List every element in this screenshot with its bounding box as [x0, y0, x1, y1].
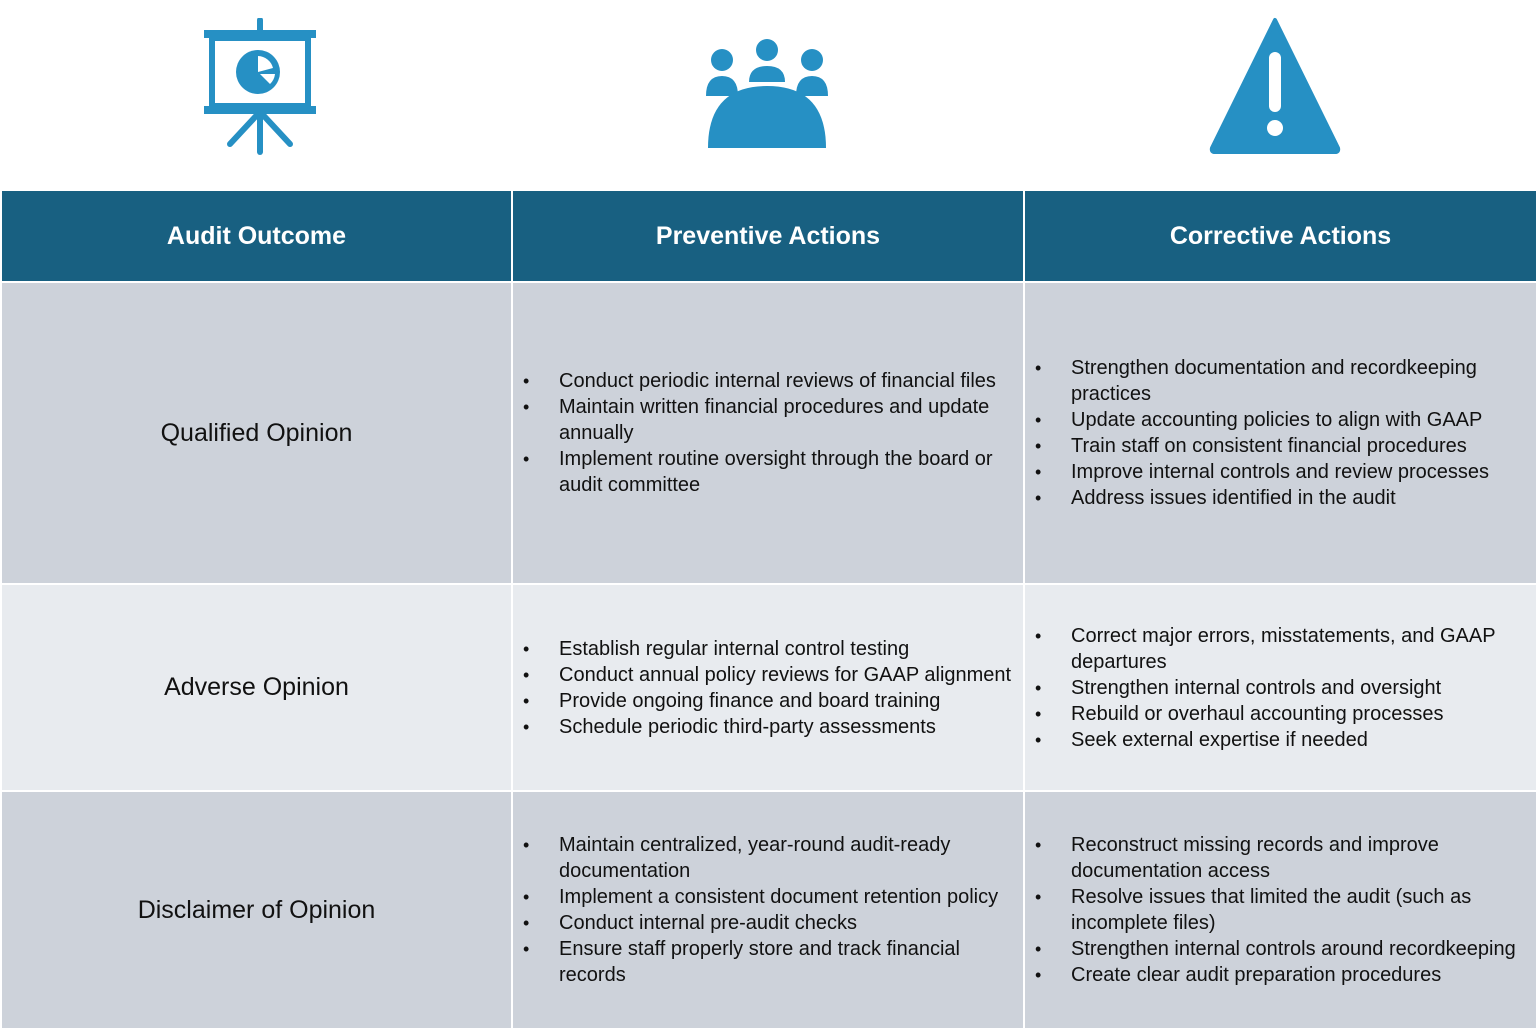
list-item: • Address issues identified in the audit	[1071, 485, 1526, 511]
preventive-cell	[512, 282, 1024, 584]
table-row	[1, 791, 1536, 1029]
list-item: • Create clear audit preparation procedures	[1071, 962, 1526, 988]
table-row	[1, 282, 1536, 584]
list-item: • Correct major errors, misstatements, and GAAP departures	[1071, 623, 1526, 675]
corrective-cell	[1024, 282, 1536, 584]
list-item: • Resolve issues that limited the audit (such as incomplete files)	[1071, 884, 1526, 936]
preventive-cell	[512, 791, 1024, 1029]
list-item: • Implement routine oversight through the board or audit committee	[559, 446, 1013, 498]
list-item: • Strengthen documentation and recordkeeping practices	[1071, 355, 1526, 407]
list-item: • Maintain written financial procedures and update annually	[559, 394, 1013, 446]
list-item: • Ensure staff properly store and track financial records	[559, 936, 1013, 988]
meeting-group-icon	[704, 38, 830, 150]
list-item: • Maintain centralized, year-round audit-ready documentation	[559, 832, 1013, 884]
list-item: • Rebuild or overhaul accounting processes	[1071, 701, 1526, 727]
warning-icon	[1208, 16, 1342, 154]
list-item: • Update accounting policies to align with GAAP	[1071, 407, 1526, 433]
header-preventive-actions: Preventive Actions	[512, 190, 1024, 282]
list-item: • Conduct periodic internal reviews of financial files	[559, 368, 1013, 394]
corrective-list	[1025, 832, 1536, 988]
header-corrective-actions: Corrective Actions	[1024, 190, 1536, 282]
list-item: • Seek external expertise if needed	[1071, 727, 1526, 753]
preventive-list	[513, 368, 1023, 498]
table-header-row	[1, 190, 1536, 282]
header-audit-outcome: Audit Outcome	[1, 190, 512, 282]
list-item: • Conduct annual policy reviews for GAAP alignment	[559, 662, 1013, 688]
list-item: • Establish regular internal control testing	[559, 636, 1013, 662]
list-item: • Implement a consistent document retention policy	[559, 884, 1013, 910]
outcome-cell: Qualified Opinion	[1, 282, 512, 584]
icon-row	[0, 0, 1536, 190]
list-item: • Reconstruct missing records and improve documentation access	[1071, 832, 1526, 884]
list-item: • Schedule periodic third-party assessments	[559, 714, 1013, 740]
corrective-cell	[1024, 791, 1536, 1029]
corrective-list	[1025, 623, 1536, 753]
preventive-list	[513, 832, 1023, 988]
table-row	[1, 584, 1536, 791]
corrective-list	[1025, 355, 1536, 511]
preventive-cell	[512, 584, 1024, 791]
list-item: • Strengthen internal controls and oversight	[1071, 675, 1526, 701]
preventive-list	[513, 636, 1023, 740]
presentation-board-icon	[200, 18, 320, 156]
outcome-cell: Disclaimer of Opinion	[1, 791, 512, 1029]
corrective-cell	[1024, 584, 1536, 791]
list-item: • Strengthen internal controls around recordkeeping	[1071, 936, 1526, 962]
outcome-cell: Adverse Opinion	[1, 584, 512, 791]
list-item: • Conduct internal pre-audit checks	[559, 910, 1013, 936]
audit-actions-table	[0, 189, 1536, 1030]
list-item: • Provide ongoing finance and board training	[559, 688, 1013, 714]
list-item: • Improve internal controls and review processes	[1071, 459, 1526, 485]
list-item: • Train staff on consistent financial procedures	[1071, 433, 1526, 459]
